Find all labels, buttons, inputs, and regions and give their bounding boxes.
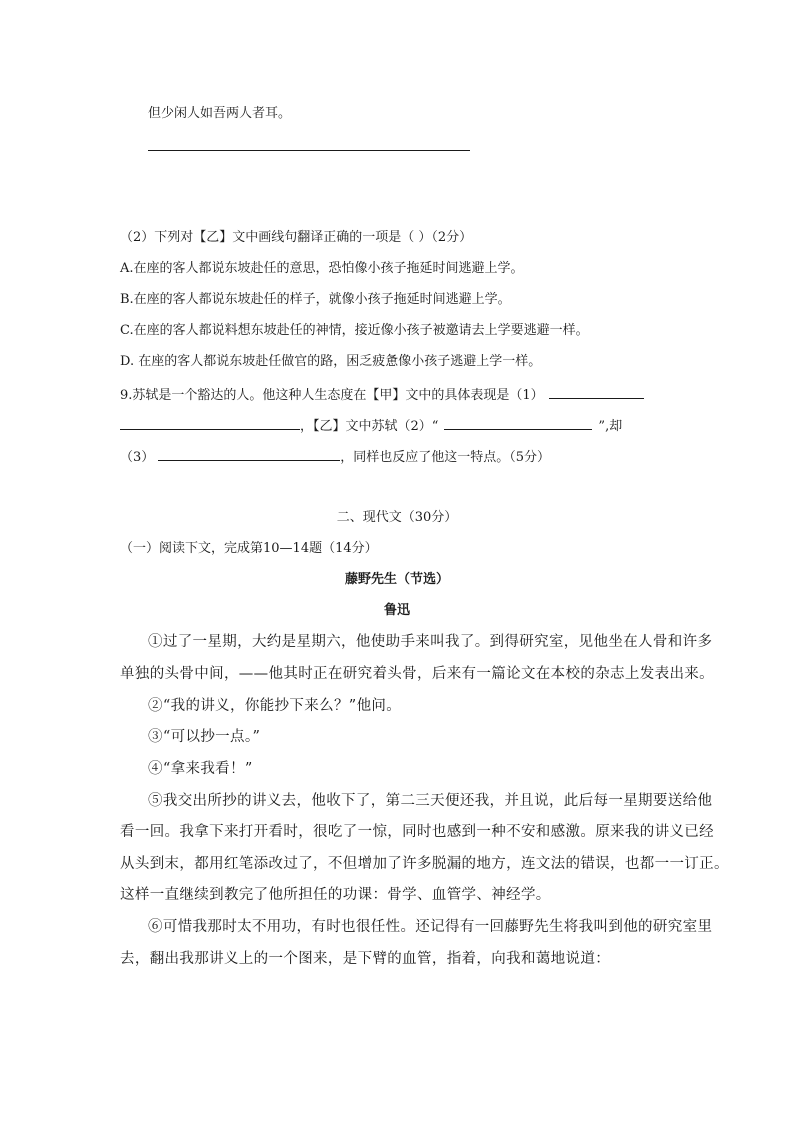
article-line: ②“我的讲义，你能抄下来么？”他问。 — [148, 698, 402, 714]
answer-blank-3 — [158, 447, 340, 461]
question-9-text-5: ，同样也反应了他这一特点。（5分） — [340, 450, 551, 465]
answer-sentence: 但少闲人如吾两人者耳。 — [148, 106, 292, 121]
article-line: 从头到末，都用红笔添改过了，不但增加了许多脱漏的地方，连文法的错误，也都一一订正。 — [120, 856, 729, 872]
article-line: ③“可以抄一点。” — [148, 729, 261, 745]
answer-blank-1 — [549, 385, 644, 399]
question-9-text-2: ，【乙】文中苏轼（2）“ — [300, 419, 439, 434]
question-9-line-3 — [120, 447, 550, 467]
article-title: 藤野先生（节选） — [344, 572, 449, 587]
question-9-text-4: （3） — [120, 450, 155, 465]
answer-blank-1-cont — [120, 416, 300, 430]
article-line: ⑥可惜我那时太不用功，有时也很任性。还记得有一回藤野先生将我叫到他的研究室里 — [148, 919, 713, 935]
answer-blank-2 — [444, 416, 592, 430]
article-line: ⑤我交出所抄的讲义去，他收下了，第二三天便还我，并且说，此后每一星期要送给他 — [148, 793, 713, 809]
section-title: 二、现代文（30分） — [336, 510, 458, 525]
answer-line — [148, 150, 470, 151]
question-8-2-stem: （2）下列对【乙】文中画线句翻译正确的一项是（ ）（2分） — [120, 230, 473, 245]
option-d: D. 在座的客人都说东坡赴任做官的路，困乏疲惫像小孩子逃避上学一样。 — [120, 354, 542, 369]
article-line: 这样一直继续到教完了他所担任的功课：骨学、血管学、神经学。 — [120, 887, 551, 903]
option-a: A.在座的客人都说东坡赴任的意思，恐怕像小孩子拖延时间逃避上学。 — [120, 261, 524, 276]
article-line: 看一回。我拿下来打开看时，很吃了一惊，同时也感到一种不安和感激。原来我的讲义已经 — [120, 824, 714, 840]
article-line: ①过了一星期，大约是星期六，他使助手来叫我了。到得研究室，见他坐在人骨和许多 — [148, 634, 713, 650]
section-subtitle: （一）阅读下文，完成第10—14题（14分） — [120, 541, 378, 556]
question-9-line-2 — [120, 416, 622, 436]
article-author: 鲁迅 — [383, 603, 410, 618]
article-line: 去，翻出我那讲义上的一个图来，是下臂的血管，指着，向我和蔼地说道： — [120, 951, 611, 967]
article-line: ④“拿来我看！” — [148, 761, 253, 777]
question-9-text-3: ”,却 — [598, 419, 623, 434]
option-b: B.在座的客人都说东坡赴任的样子，就像小孩子拖延时间逃避上学。 — [120, 292, 511, 307]
option-c: C.在座的客人都说料想东坡赴任的神情，接近像小孩子被邀请去上学要逃避一样。 — [120, 323, 589, 338]
question-9-text-1: 9.苏轼是一个豁达的人。他这种人生态度在【甲】文中的具体表现是（1） — [120, 388, 544, 403]
question-9-line-1 — [120, 385, 644, 405]
article-line: 单独的头骨中间，——他其时正在研究着头骨，后来有一篇论文在本校的杂志上发表出来。 — [120, 666, 714, 682]
